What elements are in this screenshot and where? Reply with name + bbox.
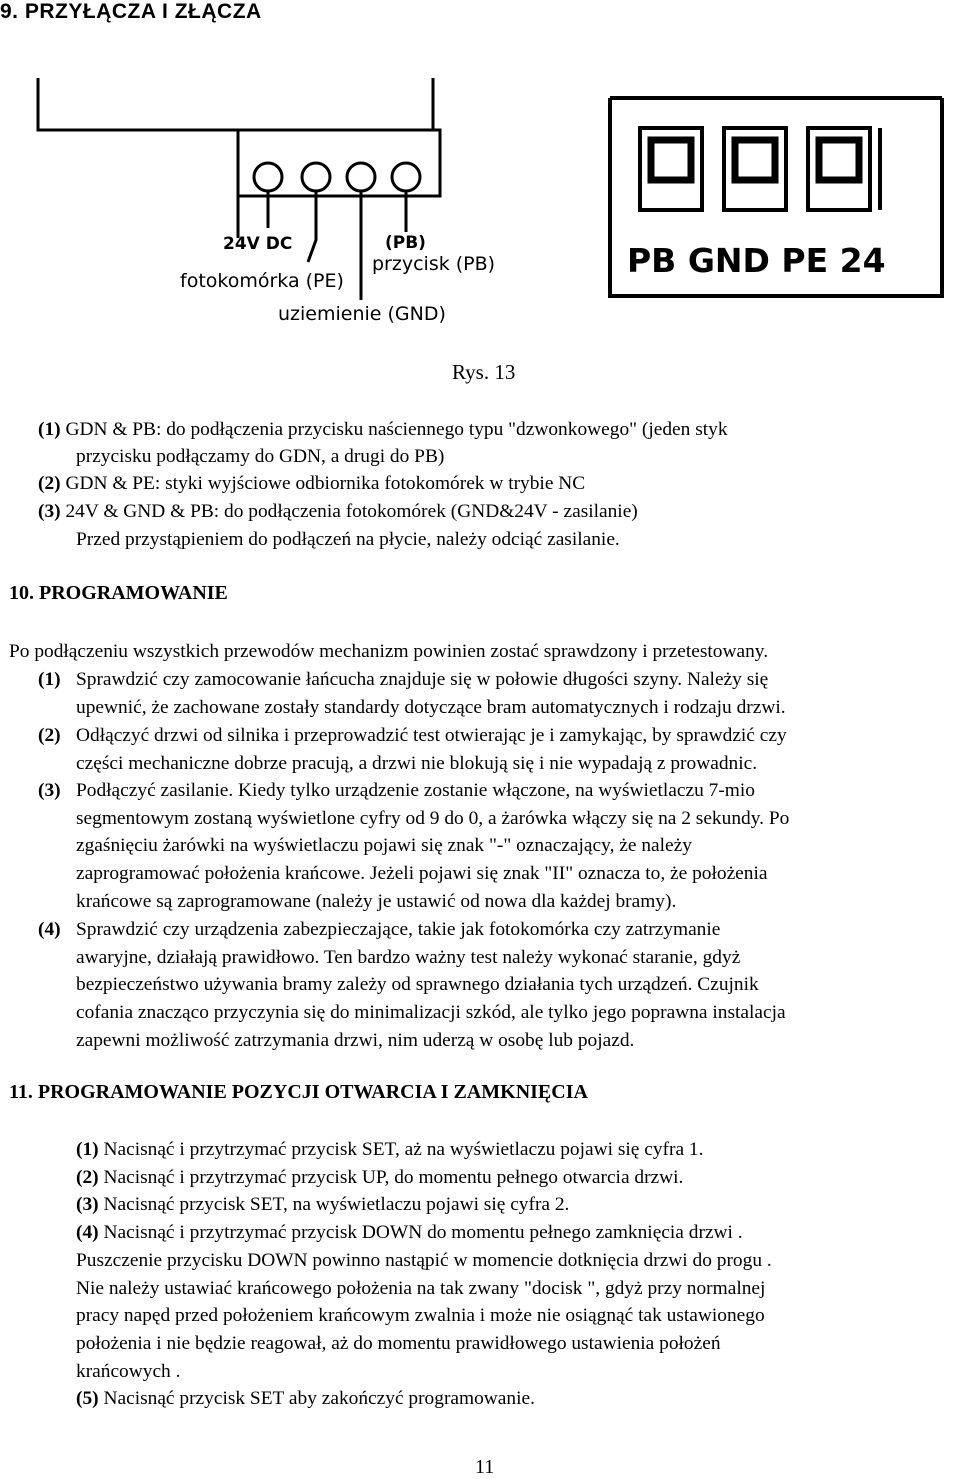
label-uziemienie: uziemienie (GND) <box>278 303 446 325</box>
s10-item-3-num: (3) <box>38 780 61 801</box>
connection-1-cont: przycisku podłączamy do GDN, a drugi do PB) <box>76 446 445 467</box>
s11-item-3: (3) Nacisnąć przycisk SET, na wyświetlaczu pojawi się cyfra 2. <box>76 1194 570 1216</box>
s11-cont-2: Nie należy ustawiać krańcowego położenia na tak zwany "docisk ", gdyż przy normalnej <box>76 1277 766 1299</box>
connection-2 <box>38 470 585 498</box>
s11-cont-4: położenia i nie będzie reagował, aż do momentu prawidłowego ustawienia położeń <box>76 1332 721 1354</box>
s11-cont-1: Puszczenie przycisku DOWN powinno nastąpić w momencie dotknięcia drzwi do progu . <box>76 1249 772 1271</box>
label-pb: (PB) <box>385 233 426 253</box>
section-10-title: 10. PROGRAMOWANIE <box>9 582 228 604</box>
s11-cont-3: pracy napęd przed położeniem krańcowym zwalnia i może nie osiągnąć tak ustawionego <box>76 1305 765 1327</box>
label-fotokomorka: fotokomórka (PE) <box>180 270 344 292</box>
connection-1-text: GDN & PB: do podłączenia przycisku naściennego typu "dzwonkowego" (jeden styk <box>65 419 728 440</box>
s11-item-1: (1) Nacisnąć i przytrzymać przycisk SET, aż na wyświetlaczu pojawi się cyfra 1. <box>76 1139 704 1160</box>
s11-item-2: (2) Nacisnąć i przytrzymać przycisk UP, do momentu pełnego otwarcia drzwi. <box>76 1166 684 1188</box>
s10-item-1-text: Sprawdzić czy zamocowanie łańcucha znajduje się w połowie długości szyny. Należy się upewnić, że zachowane zostały standardy dotyczące bram automatycznych i rodzaju drzwi. <box>76 669 786 718</box>
connection-1-num: (1) <box>38 419 61 440</box>
s10-item-2-text: Odłączyć drzwi od silnika i przeprowadzić test otwierając je i zamykając, by sprawdzić czy części mechaniczne dobrze pracują, a drzwi nie blokują się i nie wypadają z prowadnic. <box>76 725 787 774</box>
connector-diagram <box>0 0 960 340</box>
label-przycisk: przycisk (PB) <box>372 253 496 275</box>
section-9-title: 9. PRZYŁĄCZA I ZŁĄCZA <box>0 0 262 23</box>
connection-2-text: GDN & PE: styki wyjściowe odbiornika fotokomórek w trybie NC <box>65 473 586 494</box>
s10-item-2-num: (2) <box>38 725 61 746</box>
connection-3 <box>38 498 638 526</box>
s10-item-3-text: Podłączyć zasilanie. Kiedy tylko urządzenie zostanie włączone, na wyświetlaczu 7-mio segmentowym zostaną wyświetlone cyfry od 9 do 0, a żarówka włączy się na 2 sekundy. Po zgaśnięciu żarówki na wyświetlaczu pojawi się znak "-" oznaczający, że należy zaprogramować położenia krańcowe. Jeżeli pojawi się znak "II" oznacza to, że położenia krańcowe są zaprogramowane (należy je ustawić od nowa dla każdej bramy). <box>76 780 790 912</box>
s10-item-4-text: Sprawdzić czy urządzenia zabezpieczające, takie jak fotokomórka czy zatrzymanie awaryjne, działają prawidłowo. Ten bardzo ważny test należy wykonać staranie, gdyż bezpieczeństwo używania bramy zależy od sprawnego działania tych urządzeń. Czujnik cofania znacząco przyczynia się do minimalizacji szkód, ale tylko jego poprawna instalacja zapewni możliwość zatrzymania drzwi, nim uderzą w osobę lub pojazd. <box>76 919 786 1051</box>
display-label: PB GND PE 24 <box>627 241 886 280</box>
label-24v-dc: 24V DC <box>223 234 293 254</box>
section-11-title: 11. PROGRAMOWANIE POZYCJI OTWARCIA I ZAMKNIĘCIA <box>9 1081 588 1103</box>
connection-2-num: (2) <box>38 473 61 494</box>
connection-1 <box>38 416 728 444</box>
s11-cont-5: krańcowych . <box>76 1360 181 1382</box>
connection-note: Przed przystąpieniem do podłączeń na płycie, należy odciąć zasilanie. <box>76 529 620 550</box>
s11-item-4: (4) Nacisnąć i przytrzymać przycisk DOWN do momentu pełnego zamknięcia drzwi . <box>76 1222 743 1244</box>
s11-list <box>76 1136 772 1413</box>
connection-3-num: (3) <box>38 501 61 522</box>
connection-3-text: 24V & GND & PB: do podłączenia fotokomórek (GND&24V - zasilanie) <box>65 501 638 522</box>
s11-item-5: (5) Nacisnąć przycisk SET aby zakończyć programowanie. <box>76 1388 535 1410</box>
section-10-intro: Po podłączeniu wszystkich przewodów mechanizm powinien zostać sprawdzony i przetestowany. <box>9 641 769 662</box>
s10-item-1-num: (1) <box>38 669 61 690</box>
s10-item-4-num: (4) <box>38 919 61 940</box>
page-number: 11 <box>475 1456 495 1478</box>
figure-caption: Rys. 13 <box>452 360 516 384</box>
